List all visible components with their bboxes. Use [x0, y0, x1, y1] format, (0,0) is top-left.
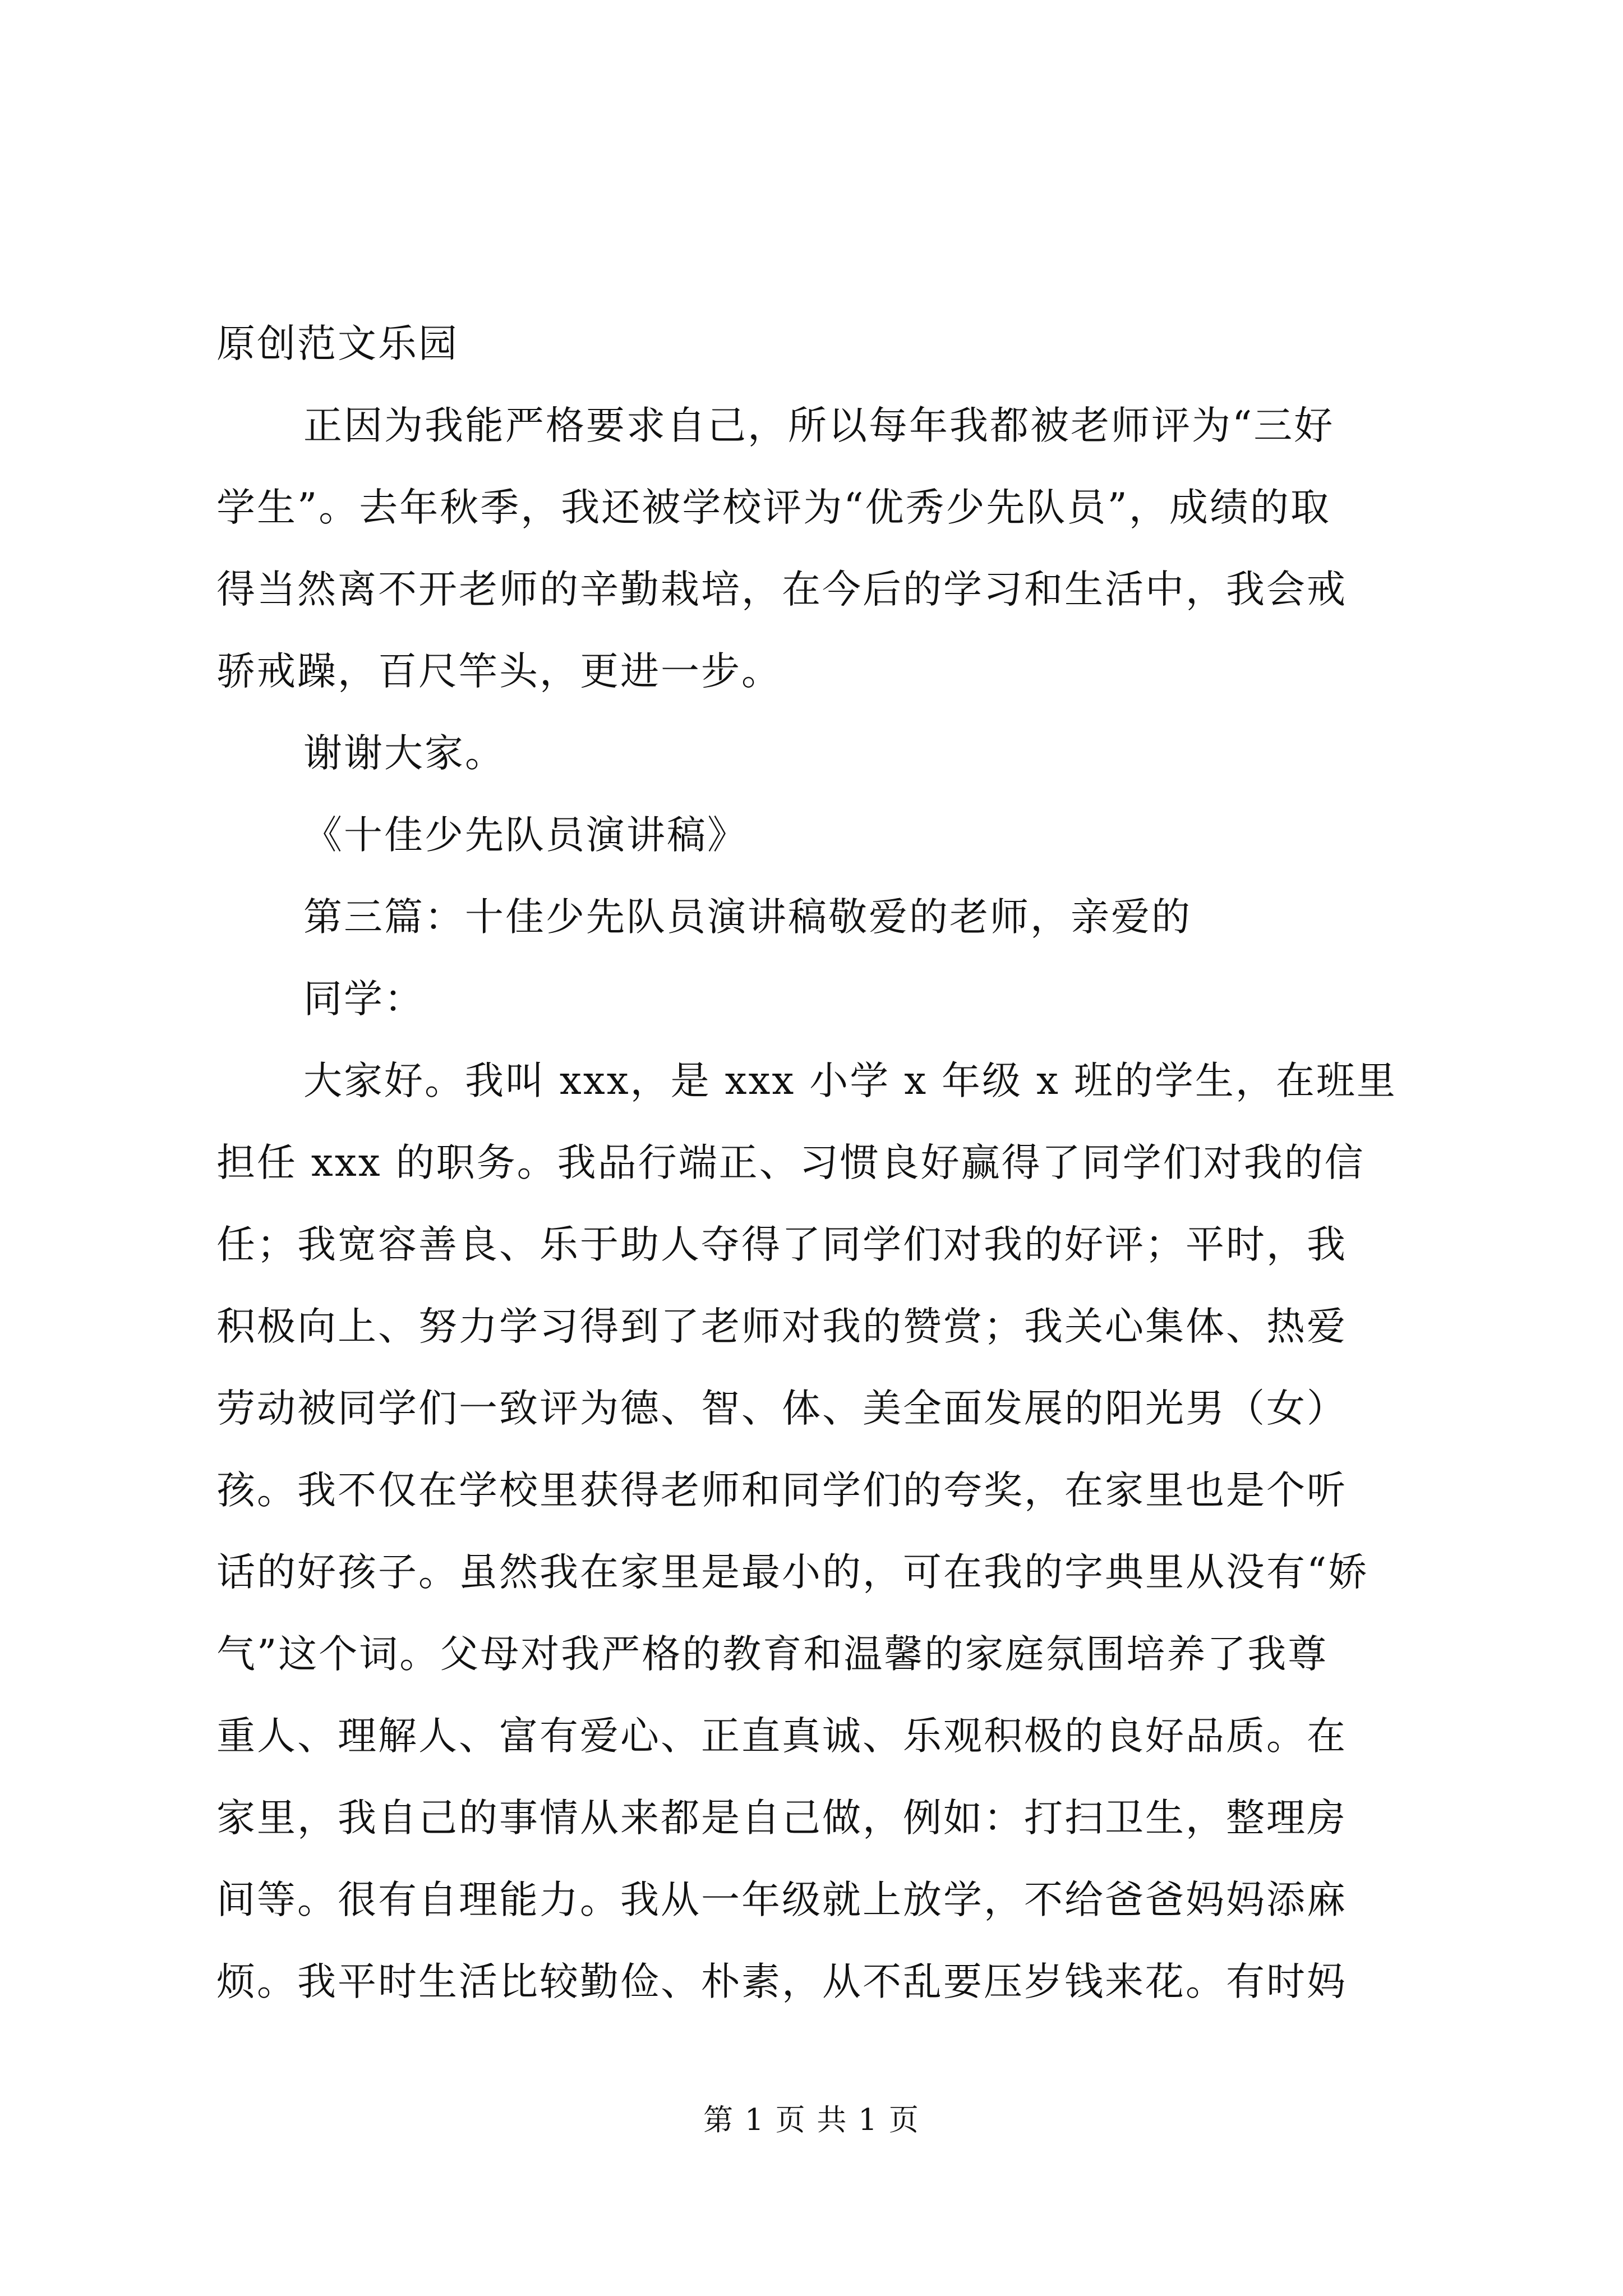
- paragraph-line: 话的好孩子。虽然我在家里是最小的，可在我的字典里从没有“娇: [216, 1550, 1369, 1595]
- paragraph-line: 正因为我能严格要求自己，所以每年我都被老师评为“三好: [303, 403, 1335, 448]
- paragraph-line: 积极向上、努力学习得到了老师对我的赞赏；我关心集体、热爱: [216, 1304, 1347, 1349]
- paragraph-line: 任；我宽容善良、乐于助人夺得了同学们对我的好评；平时，我: [216, 1222, 1347, 1267]
- paragraph-line: 担任 xxx 的职务。我品行端正、习惯良好赢得了同学们对我的信: [216, 1140, 1365, 1185]
- paragraph-line: 烦。我平时生活比较勤俭、朴素，从不乱要压岁钱来花。有时妈: [216, 1959, 1347, 2004]
- paragraph-line: 大家好。我叫 xxx，是 xxx 小学 x 年级 x 班的学生，在班里: [303, 1059, 1397, 1103]
- paragraph-line: 间等。很有自理能力。我从一年级就上放学，不给爸爸妈妈添麻: [216, 1878, 1347, 1922]
- paragraph-line: 孩。我不仅在学校里获得老师和同学们的夸奖，在家里也是个听: [216, 1468, 1347, 1513]
- document-source-line: 原创范文乐园: [216, 321, 459, 366]
- page-footer: 第 1 页 共 1 页: [703, 2103, 920, 2137]
- paragraph-line: 同学：: [303, 977, 425, 1022]
- body-text: [216, 303, 1432, 2023]
- paragraph-line: 家里，我自己的事情从来都是自己做，例如：打扫卫生，整理房: [216, 1796, 1347, 1841]
- paragraph-line: 劳动被同学们一致评为德、智、体、美全面发展的阳光男（女）: [216, 1386, 1347, 1431]
- paragraph-line: 谢谢大家。: [303, 731, 505, 776]
- paragraph-line: 第三篇：十佳少先队员演讲稿敬爱的老师，亲爱的: [303, 895, 1192, 940]
- paragraph-line: 得当然离不开老师的辛勤栽培，在今后的学习和生活中，我会戒: [216, 567, 1347, 612]
- paragraph-line: 骄戒躁，百尺竿头，更进一步。: [216, 649, 782, 694]
- paragraph-line: 重人、理解人、富有爱心、正直真诚、乐观积极的良好品质。在: [216, 1714, 1347, 1759]
- section-title: 《十佳少先队员演讲稿》: [303, 813, 748, 858]
- paragraph-line: 学生”。去年秋季，我还被学校评为“优秀少先队员”，成绩的取: [216, 485, 1331, 530]
- paragraph-line: 气”这个词。父母对我严格的教育和温馨的家庭氛围培养了我尊: [216, 1632, 1329, 1677]
